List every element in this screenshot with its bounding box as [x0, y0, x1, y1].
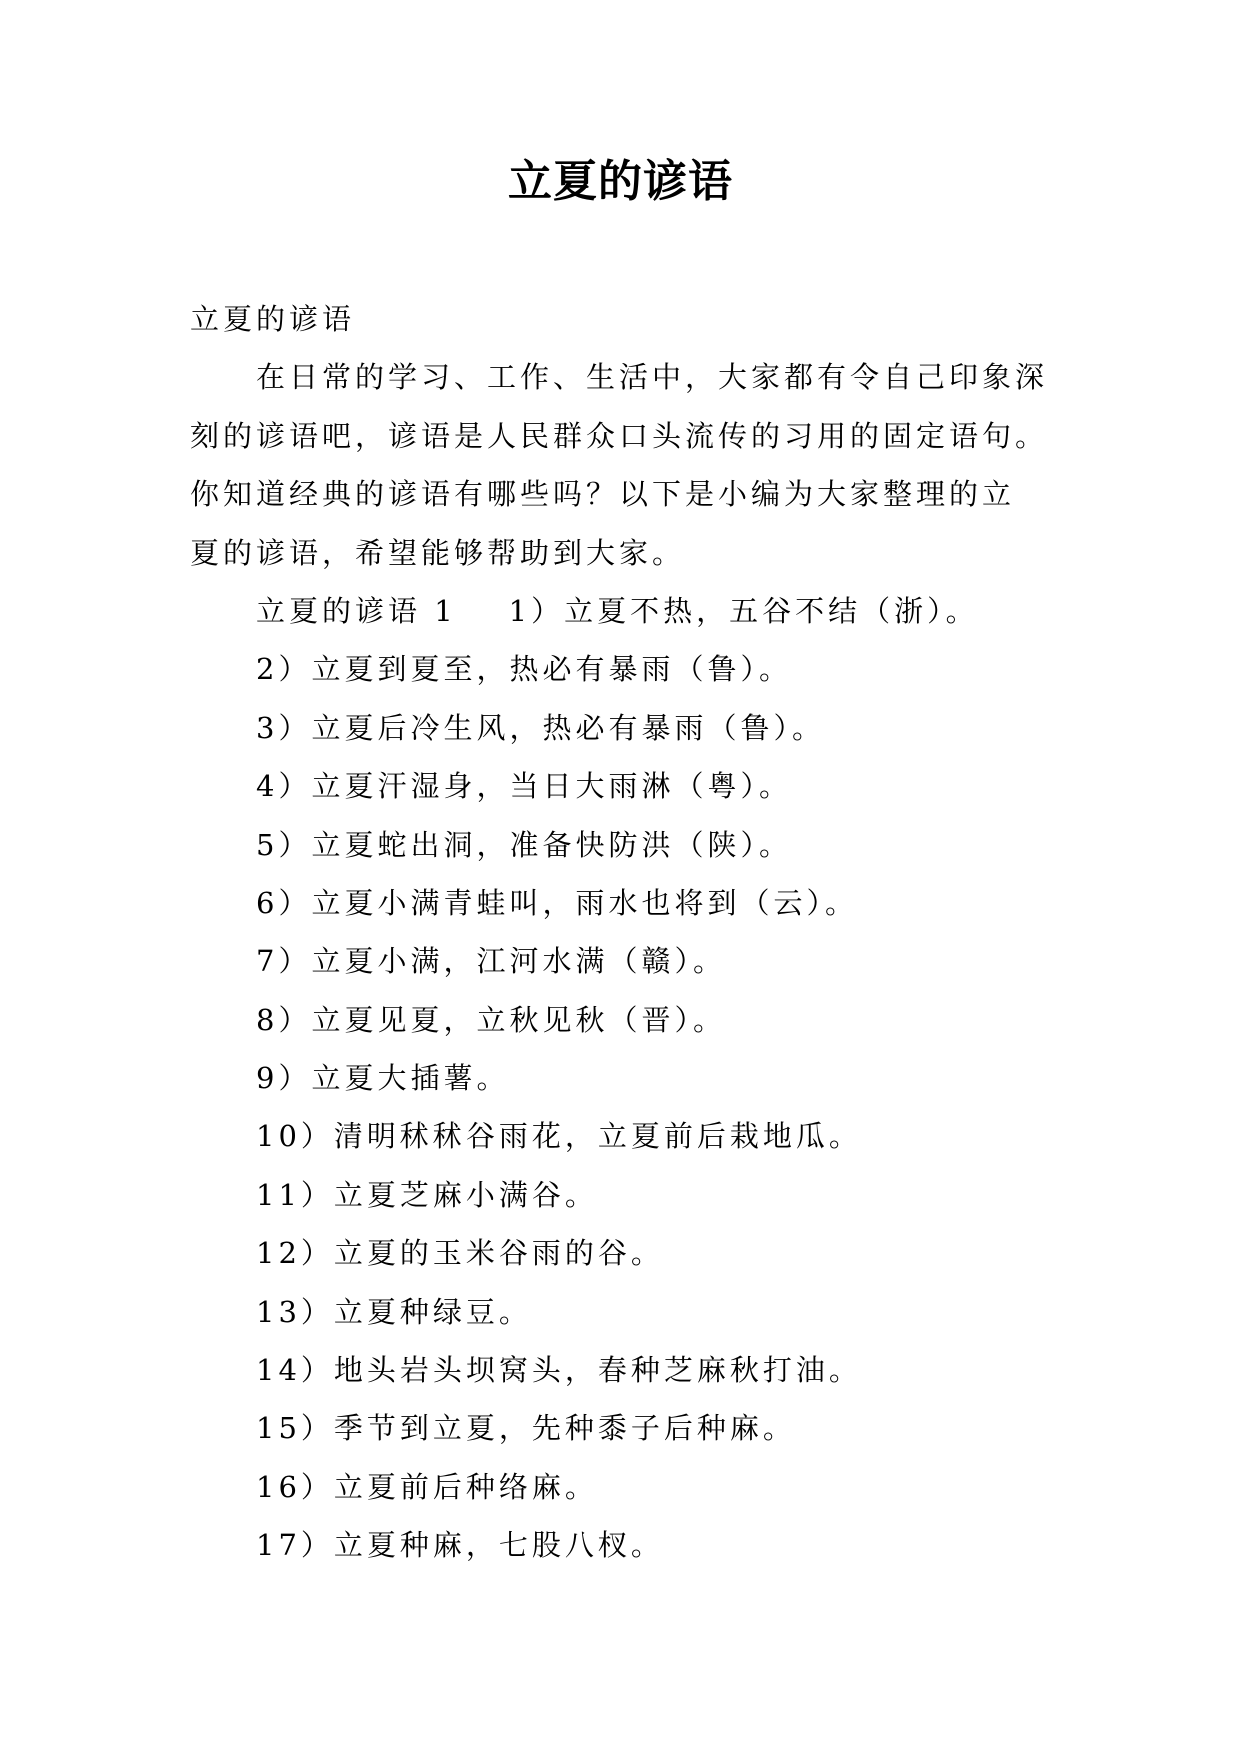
- list-item: 2）立夏到夏至，热必有暴雨（鲁）。: [256, 652, 792, 687]
- list-item: 6）立夏小满青蛙叫，雨水也将到（云）。: [256, 885, 858, 920]
- list-item: 8）立夏见夏，立秋见秋（晋）。: [256, 1002, 726, 1037]
- list-item: 1）立夏不热，五谷不结（浙）。: [508, 593, 979, 628]
- list-item: 15）季节到立夏，先种黍子后种麻。: [256, 1411, 796, 1446]
- list-item: 7）立夏小满，江河水满（赣）。: [256, 944, 726, 979]
- list-item: 17）立夏种麻，七股八杈。: [256, 1528, 664, 1563]
- list-item: 5）立夏蛇出洞，准备快防洪（陕）。: [256, 827, 792, 862]
- document-subtitle: 立夏的谚语: [190, 302, 356, 336]
- list-item: 16）立夏前后种络麻。: [256, 1469, 598, 1504]
- section-heading: 立夏的谚语 1: [256, 593, 457, 628]
- list-item: 4）立夏汗湿身，当日大雨淋（粤）。: [256, 769, 792, 804]
- intro-line: 在日常的学习、工作、生活中，大家都有令自己印象深: [256, 360, 1049, 395]
- intro-line: 你知道经典的谚语有哪些吗？以下是小编为大家整理的立: [190, 477, 1016, 512]
- list-item: 3）立夏后冷生风，热必有暴雨（鲁）。: [256, 710, 825, 745]
- list-item: 10）清明秫秫谷雨花，立夏前后栽地瓜。: [256, 1119, 862, 1154]
- list-item: 14）地头岩头坝窝头，春种芝麻秋打油。: [256, 1353, 862, 1388]
- document-body: [190, 290, 1070, 1575]
- intro-line: 刻的谚语吧，谚语是人民群众口头流传的习用的固定语句。: [190, 418, 1049, 453]
- intro-line: 夏的谚语，希望能够帮助到大家。: [190, 535, 686, 570]
- list-item: 12）立夏的玉米谷雨的谷。: [256, 1236, 664, 1271]
- list-item: 9）立夏大插薯。: [256, 1061, 510, 1096]
- list-item: 13）立夏种绿豆。: [256, 1294, 532, 1329]
- list-item: 11）立夏芝麻小满谷。: [256, 1177, 598, 1212]
- page-title: 立夏的谚语: [508, 156, 733, 207]
- section-heading-line: [190, 582, 1070, 640]
